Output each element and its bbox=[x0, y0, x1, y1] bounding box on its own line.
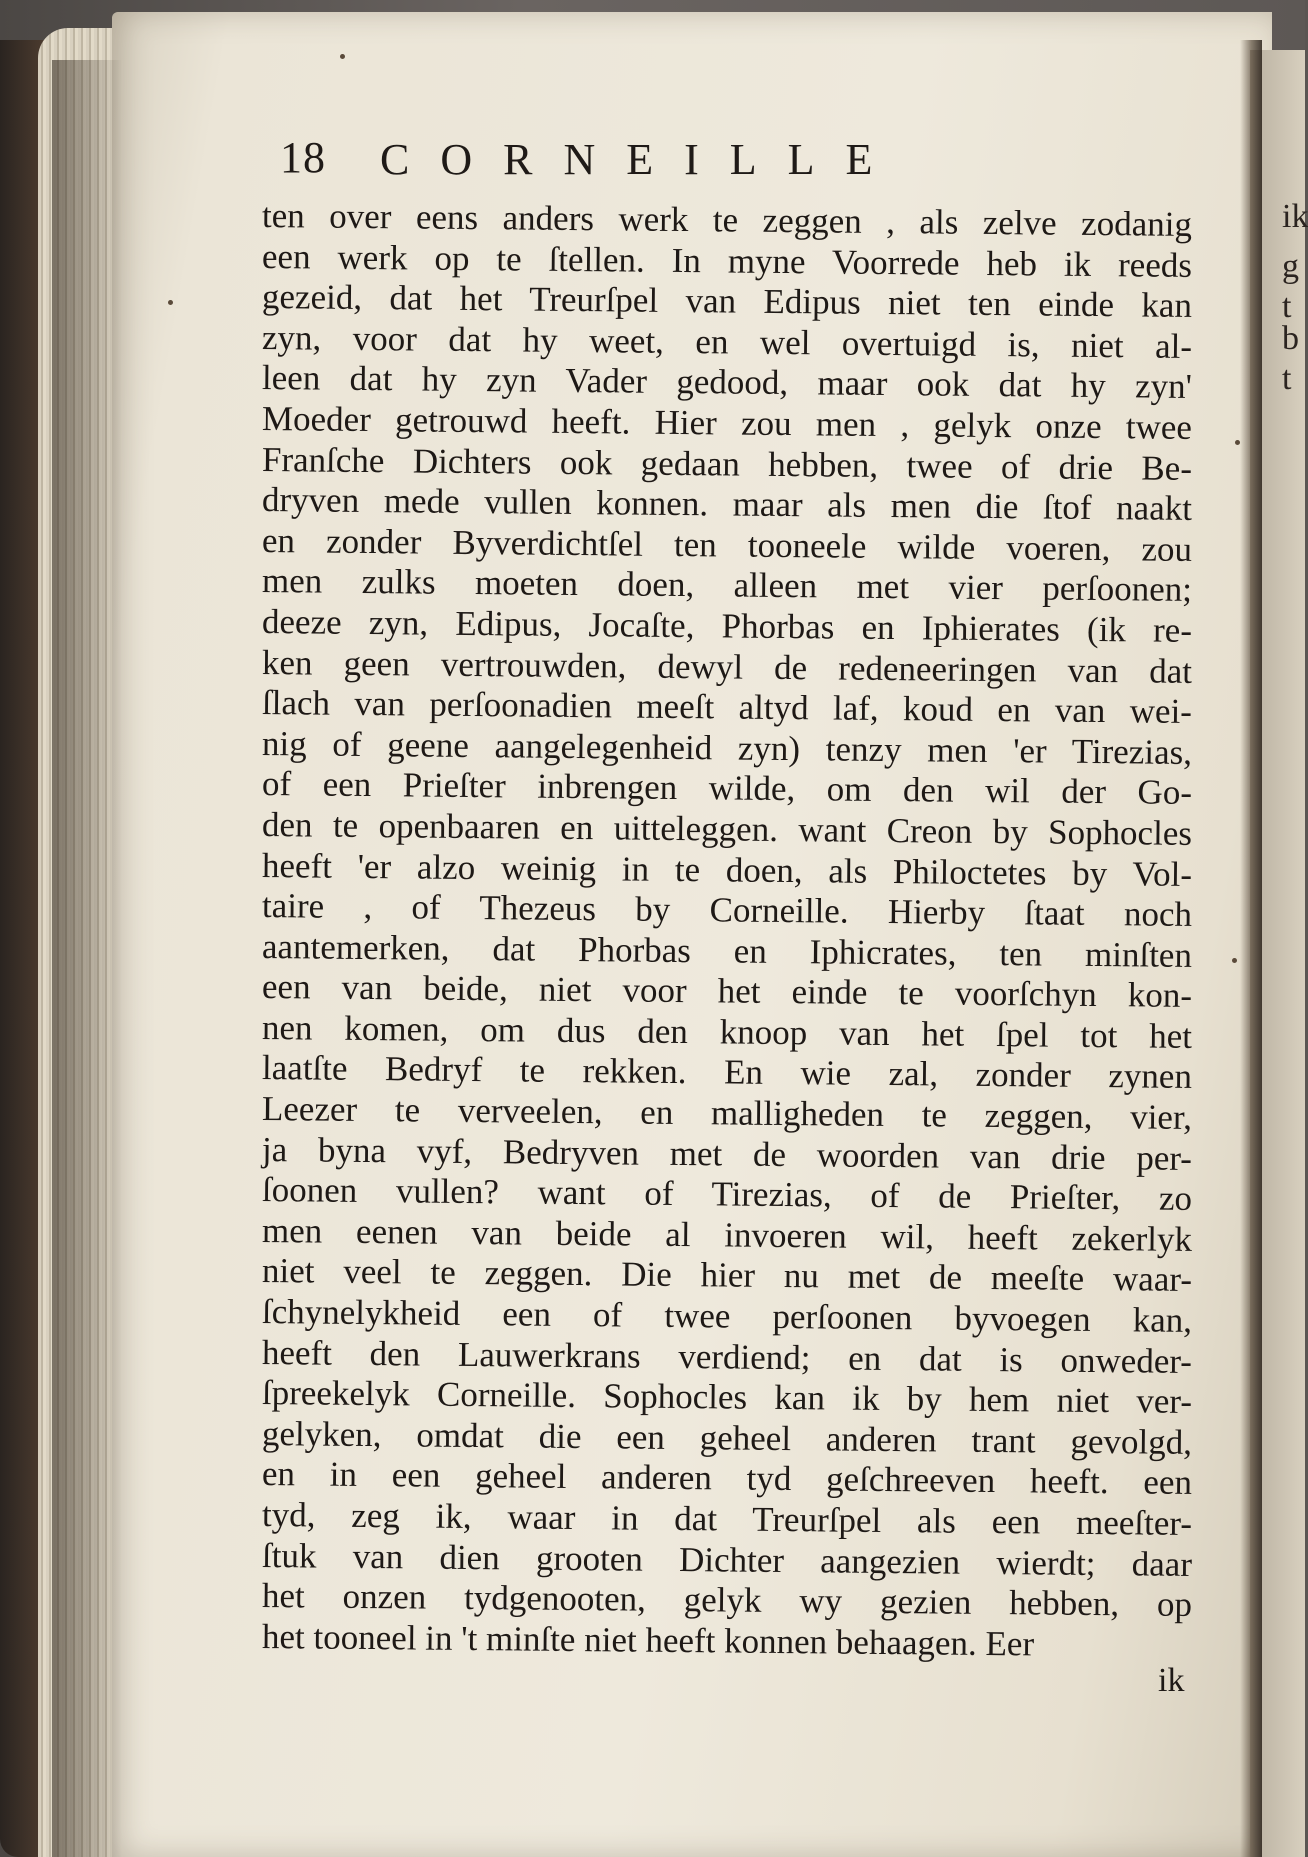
text-line: ken geen vertrouwden, dewyl de redeneeringen van dat bbox=[261, 642, 1193, 691]
facing-page-fragment: b bbox=[1282, 320, 1299, 357]
text-line: men zulks moeten doen, alleen met vier perſoonen; bbox=[261, 561, 1193, 610]
text-line: gelyken, omdat die een geheel anderen trant gevolgd, bbox=[261, 1413, 1193, 1462]
speck bbox=[1235, 440, 1240, 445]
text-line: ja byna vyf, Bedryven met de woorden van drie per- bbox=[261, 1129, 1193, 1178]
text-line: zyn, voor dat hy weet, en wel overtuigd is, niet al- bbox=[261, 317, 1193, 366]
text-line: en zonder Byverdichtſel ten tooneele wilde voeren, zou bbox=[261, 520, 1193, 569]
page-header bbox=[280, 132, 1080, 192]
text-line: ſpreekelyk Corneille. Sophocles kan ik by hem niet ver- bbox=[261, 1373, 1193, 1422]
gutter-shadow bbox=[1240, 40, 1262, 1857]
text-line: heeft den Lauwerkrans verdiend; en dat is onweder- bbox=[261, 1332, 1193, 1381]
text-line: Moeder getrouwd heeft. Hier zou men , gelyk onze twee bbox=[261, 398, 1193, 447]
text-line: deeze zyn, Edipus, Jocaſte, Phorbas en Iphierates (ik re- bbox=[261, 601, 1193, 650]
text-line: Franſche Dichters ook gedaan hebben, twee of drie Be- bbox=[261, 439, 1193, 488]
text-line: nig of geene aangelegenheid zyn) tenzy men 'er Tirezias, bbox=[261, 723, 1193, 772]
text-line: men eenen van beide al invoeren wil, heeft zekerlyk bbox=[261, 1210, 1193, 1259]
text-line: het onzen tydgenooten, gelyk wy gezien hebben, op bbox=[261, 1576, 1193, 1625]
text-line: gezeid, dat het Treurſpel van Edipus niet ten einde kan bbox=[261, 277, 1193, 326]
text-line: een werk op te ſtellen. In myne Voorrede heb ik reeds bbox=[261, 236, 1193, 285]
speck bbox=[340, 54, 345, 59]
text-line: heeft 'er alzo weinig in te doen, als Philoctetes by Vol- bbox=[261, 845, 1193, 894]
text-line: tyd, zeg ik, waar in dat Treurſpel als een meeſter- bbox=[261, 1495, 1193, 1543]
facing-page-fragment: t bbox=[1282, 288, 1292, 325]
text-line: Leezer te verveelen, en malligheden te zeggen, vier, bbox=[261, 1089, 1193, 1137]
text-line: aantemerken, dat Phorbas en Iphicrates, ten minſten bbox=[261, 926, 1193, 975]
text-line: nen komen, om dus den knoop van het ſpel tot het bbox=[261, 1007, 1193, 1056]
text-line: ſlach van perſoonadien meeſt altyd laf, koud en van wei- bbox=[261, 683, 1193, 732]
text-line: ſtuk van dien grooten Dichter aangezien wierdt; daar bbox=[261, 1535, 1193, 1584]
text-line: en in een geheel anderen tyd geſchreeven heeft. een bbox=[261, 1454, 1193, 1503]
body-text bbox=[261, 196, 1193, 1664]
text-line: niet veel te zeggen. Die hier nu met de meeſte waar- bbox=[261, 1251, 1193, 1300]
facing-page-fragment: ik bbox=[1282, 198, 1308, 235]
text-line: ten over eens anders werk te zeggen , als zelve zodanig bbox=[261, 196, 1193, 244]
facing-page-fragment: g bbox=[1282, 248, 1299, 285]
catchword: ik bbox=[1158, 1662, 1185, 1699]
text-line: dryven mede vullen konnen. maar als men die ſtof naakt bbox=[261, 480, 1193, 529]
binding-shadow bbox=[52, 60, 122, 1857]
text-line: leen dat hy zyn Vader gedood, maar ook dat hy zyn' bbox=[261, 358, 1193, 407]
text-line: laatſte Bedryf te rekken. En wie zal, zonder zynen bbox=[261, 1048, 1193, 1097]
text-line: ſoonen vullen? want of Tirezias, of de Prieſter, zo bbox=[261, 1170, 1193, 1219]
text-line: of een Prieſter inbrengen wilde, om den wil der Go- bbox=[261, 764, 1193, 813]
text-line: den te openbaaren en uitteleggen. want Creon by Sophocles bbox=[261, 804, 1193, 853]
text-line: een van beide, niet voor het einde te voorſchyn kon- bbox=[261, 967, 1193, 1016]
speck bbox=[168, 300, 173, 305]
speck bbox=[1232, 958, 1237, 963]
text-line: taire , of Thezeus by Corneille. Hierby ſtaat noch bbox=[261, 886, 1193, 935]
running-head: CORNEILLE bbox=[380, 135, 904, 184]
text-line: ſchynelykheid een of twee perſoonen byvoegen kan, bbox=[261, 1292, 1193, 1340]
text-line: het tooneel in 't minſte niet heeft konnen behaagen. Eer bbox=[261, 1616, 1035, 1664]
page-number: 18 bbox=[280, 133, 326, 182]
facing-page-fragment: t bbox=[1282, 360, 1292, 397]
